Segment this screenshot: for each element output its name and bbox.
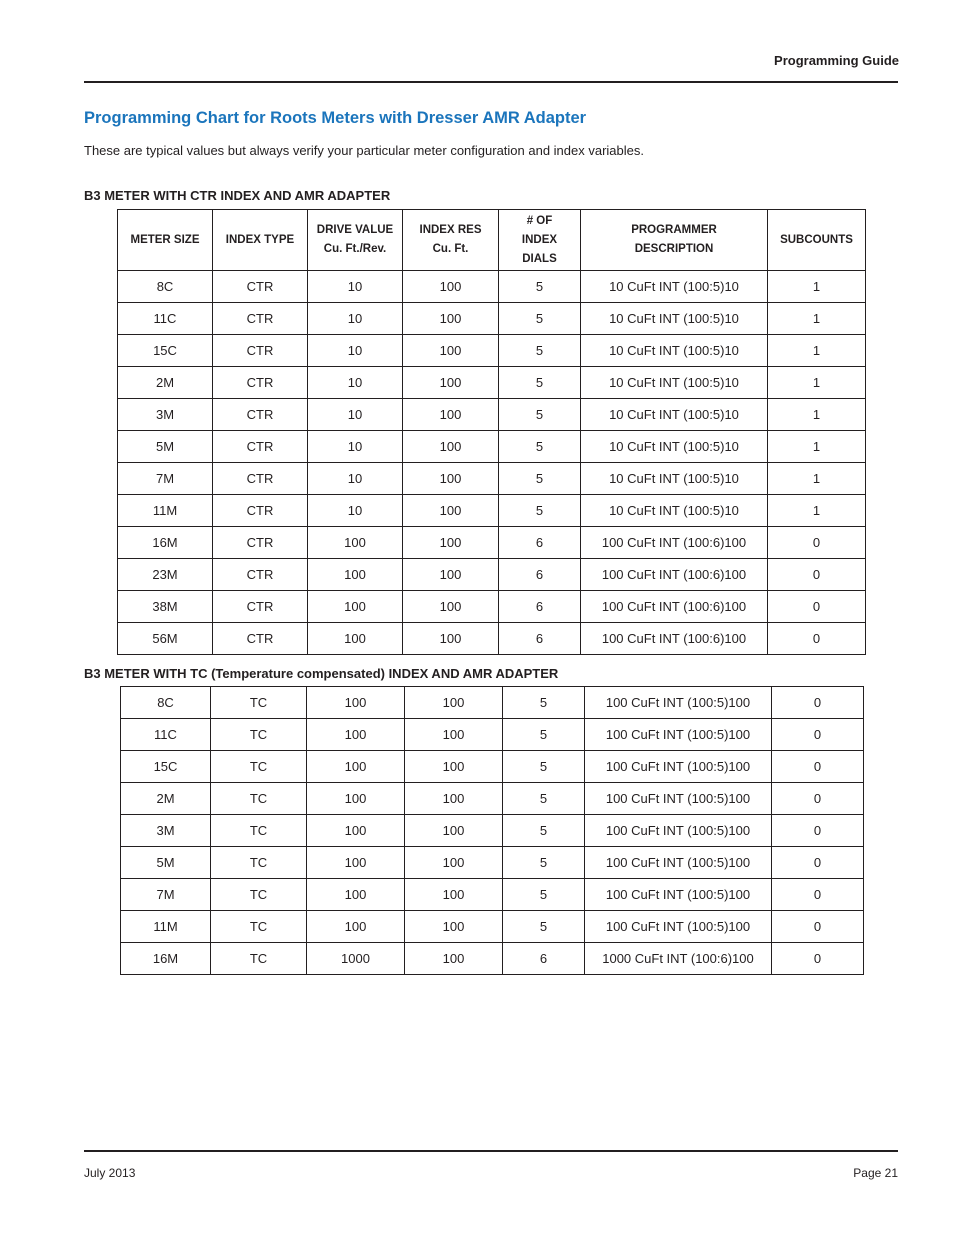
table-cell: 100 <box>405 751 503 783</box>
table-cell: 5 <box>503 751 585 783</box>
table-cell: 100 CuFt INT (100:6)100 <box>581 527 768 559</box>
table-cell: 100 <box>405 911 503 943</box>
table-cell: 3M <box>121 815 211 847</box>
column-header <box>768 210 866 271</box>
table-cell: TC <box>211 751 307 783</box>
table-row <box>118 495 866 527</box>
table-cell: TC <box>211 847 307 879</box>
table-row <box>121 719 864 751</box>
table-row <box>121 687 864 719</box>
table-cell: 100 <box>405 719 503 751</box>
table-cell: 10 <box>308 495 403 527</box>
table-cell: 11C <box>121 719 211 751</box>
table-cell: 100 CuFt INT (100:6)100 <box>581 623 768 655</box>
table-row <box>118 303 866 335</box>
table-cell: 5 <box>503 879 585 911</box>
table-cell: 8C <box>121 687 211 719</box>
table-cell: 100 <box>307 751 405 783</box>
table-cell: 15C <box>118 335 213 367</box>
table-cell: CTR <box>213 335 308 367</box>
table-row <box>121 815 864 847</box>
table-cell: TC <box>211 815 307 847</box>
table-cell: 6 <box>499 559 581 591</box>
table-cell: CTR <box>213 591 308 623</box>
section-heading-tc: B3 METER WITH TC (Temperature compensated) INDEX AND AMR ADAPTER <box>84 666 559 681</box>
table-cell: 6 <box>499 527 581 559</box>
table-cell: 5 <box>499 367 581 399</box>
table-cell: 5 <box>503 815 585 847</box>
column-header-line: METER SIZE <box>130 233 200 246</box>
table-cell: 1 <box>768 303 866 335</box>
table-cell: 100 <box>405 815 503 847</box>
table-cell: TC <box>211 943 307 975</box>
table-row <box>121 783 864 815</box>
table-cell: 23M <box>118 559 213 591</box>
table-cell: 1 <box>768 399 866 431</box>
running-header: Programming Guide <box>774 53 899 68</box>
table-cell: CTR <box>213 463 308 495</box>
table-cell: 5 <box>499 399 581 431</box>
table-cell: 10 CuFt INT (100:5)10 <box>581 271 768 303</box>
table-cell: 100 <box>308 623 403 655</box>
table-cell: TC <box>211 719 307 751</box>
table-cell: 10 CuFt INT (100:5)10 <box>581 367 768 399</box>
table-cell: 0 <box>772 751 864 783</box>
table-cell: 100 CuFt INT (100:5)100 <box>585 815 772 847</box>
table-cell: 5M <box>121 847 211 879</box>
table-cell: CTR <box>213 559 308 591</box>
column-header-line: DIALS <box>522 252 557 265</box>
table-cell: 3M <box>118 399 213 431</box>
column-header-line: INDEX <box>521 233 558 246</box>
table-cell: 10 <box>308 271 403 303</box>
table-cell: 0 <box>772 687 864 719</box>
table-cell: 100 <box>307 783 405 815</box>
table-cell: TC <box>211 783 307 815</box>
table-cell: 100 <box>403 527 499 559</box>
footer-rule <box>84 1150 898 1152</box>
table-cell: 0 <box>768 591 866 623</box>
column-header <box>118 210 213 271</box>
table-cell: 100 <box>403 559 499 591</box>
table-row <box>118 367 866 399</box>
intro-paragraph: These are typical values but always verify your particular meter configuration and index variables. <box>84 143 644 158</box>
table-cell: 10 CuFt INT (100:5)10 <box>581 463 768 495</box>
table-cell: CTR <box>213 527 308 559</box>
header-rule <box>84 81 898 83</box>
table-row <box>121 911 864 943</box>
table-cell: TC <box>211 911 307 943</box>
table-cell: 100 <box>403 271 499 303</box>
table-cell: 10 <box>308 463 403 495</box>
table-cell: 10 <box>308 303 403 335</box>
column-header-line: SUBCOUNTS <box>780 233 853 246</box>
table-cell: 5 <box>499 495 581 527</box>
table-row <box>121 879 864 911</box>
table-cell: 0 <box>768 527 866 559</box>
table-cell: 16M <box>121 943 211 975</box>
table-cell: CTR <box>213 303 308 335</box>
table-row <box>118 591 866 623</box>
table-cell: 100 <box>403 591 499 623</box>
table-cell: 1 <box>768 271 866 303</box>
table-cell: 100 <box>405 687 503 719</box>
column-header-line: INDEX TYPE <box>225 233 295 246</box>
table-cell: 6 <box>499 623 581 655</box>
table-cell: 0 <box>772 943 864 975</box>
table-cell: 5 <box>503 847 585 879</box>
table-row <box>121 847 864 879</box>
table-row <box>118 527 866 559</box>
table-cell: 100 <box>403 463 499 495</box>
table-cell: 1 <box>768 495 866 527</box>
table-cell: 10 <box>308 399 403 431</box>
column-header <box>581 210 768 271</box>
column-header-line: PROGRAMMER <box>631 224 717 236</box>
table-cell: 100 CuFt INT (100:6)100 <box>581 591 768 623</box>
table-row <box>118 399 866 431</box>
table-cell: 100 <box>307 719 405 751</box>
table-cell: 5 <box>499 303 581 335</box>
table-row <box>118 463 866 495</box>
table-cell: 5 <box>503 911 585 943</box>
table-cell: CTR <box>213 495 308 527</box>
table-cell: 6 <box>499 591 581 623</box>
table-cell: 10 CuFt INT (100:5)10 <box>581 303 768 335</box>
column-header <box>308 210 403 271</box>
table-cell: 5M <box>118 431 213 463</box>
table-cell: 100 <box>308 527 403 559</box>
table-cell: TC <box>211 879 307 911</box>
table-cell: 0 <box>772 879 864 911</box>
table-cell: 100 <box>307 847 405 879</box>
table-row <box>118 559 866 591</box>
table-cell: 1000 <box>307 943 405 975</box>
table-cell: 5 <box>503 783 585 815</box>
table-cell: 5 <box>503 719 585 751</box>
table-cell: 7M <box>121 879 211 911</box>
page-title: Programming Chart for Roots Meters with Dresser AMR Adapter <box>84 109 587 127</box>
table-cell: 10 <box>308 367 403 399</box>
column-header-line: INDEX RES <box>419 224 482 236</box>
table-cell: 100 <box>307 815 405 847</box>
table-header-row <box>118 210 866 271</box>
table-cell: 5 <box>499 335 581 367</box>
table-cell: 10 CuFt INT (100:5)10 <box>581 335 768 367</box>
table-cell: 1 <box>768 463 866 495</box>
column-header <box>499 210 581 271</box>
table-cell: TC <box>211 687 307 719</box>
table-cell: 10 <box>308 335 403 367</box>
table-cell: 5 <box>503 687 585 719</box>
column-header <box>213 210 308 271</box>
table-cell: 1 <box>768 335 866 367</box>
table-cell: 100 <box>405 879 503 911</box>
table-cell: 0 <box>772 911 864 943</box>
table-cell: 0 <box>772 783 864 815</box>
table-cell: 100 <box>405 943 503 975</box>
table-cell: CTR <box>213 623 308 655</box>
table-cell: 100 <box>403 367 499 399</box>
table-cell: 10 <box>308 431 403 463</box>
table-row <box>121 751 864 783</box>
table-cell: 100 <box>308 559 403 591</box>
table-row <box>118 271 866 303</box>
table-cell: 100 <box>403 335 499 367</box>
table-cell: 1 <box>768 367 866 399</box>
table-row <box>118 623 866 655</box>
table-cell: 1 <box>768 431 866 463</box>
table-cell: 100 CuFt INT (100:5)100 <box>585 879 772 911</box>
table-cell: 10 CuFt INT (100:5)10 <box>581 399 768 431</box>
table-cell: 100 <box>405 783 503 815</box>
table-row <box>118 431 866 463</box>
column-header-line: DRIVE VALUE <box>316 224 394 236</box>
table-cell: 100 <box>307 911 405 943</box>
table-cell: 100 CuFt INT (100:5)100 <box>585 783 772 815</box>
table-cell: 0 <box>768 623 866 655</box>
table-cell: 10 CuFt INT (100:5)10 <box>581 431 768 463</box>
table-row <box>118 335 866 367</box>
table-cell: 100 CuFt INT (100:5)100 <box>585 847 772 879</box>
table-cell: 10 CuFt INT (100:5)10 <box>581 495 768 527</box>
ctr-table <box>117 209 866 655</box>
table-cell: CTR <box>213 399 308 431</box>
table-cell: 2M <box>118 367 213 399</box>
column-header-line: Cu. Ft. <box>432 243 469 255</box>
table-cell: 100 <box>403 399 499 431</box>
table-cell: 100 CuFt INT (100:5)100 <box>585 751 772 783</box>
table-cell: 0 <box>772 847 864 879</box>
column-header <box>403 210 499 271</box>
table-cell: 6 <box>503 943 585 975</box>
table-cell: 100 <box>403 495 499 527</box>
table-cell: 7M <box>118 463 213 495</box>
table-cell: 0 <box>772 719 864 751</box>
table-cell: 100 CuFt INT (100:5)100 <box>585 687 772 719</box>
section-heading-ctr: B3 METER WITH CTR INDEX AND AMR ADAPTER <box>84 188 391 203</box>
table-cell: 1000 CuFt INT (100:6)100 <box>585 943 772 975</box>
table-cell: 0 <box>772 815 864 847</box>
table-cell: 100 CuFt INT (100:5)100 <box>585 911 772 943</box>
table-row <box>121 943 864 975</box>
table-cell: 5 <box>499 463 581 495</box>
table-cell: 2M <box>121 783 211 815</box>
page-number: Page 21 <box>853 1166 898 1180</box>
table-cell: 16M <box>118 527 213 559</box>
table-cell: 100 <box>307 687 405 719</box>
column-header-line: # OF <box>526 214 553 227</box>
table-cell: 11M <box>118 495 213 527</box>
table-cell: 100 <box>308 591 403 623</box>
table-cell: 0 <box>768 559 866 591</box>
table-cell: 15C <box>121 751 211 783</box>
table-cell: 100 <box>403 303 499 335</box>
table-cell: 5 <box>499 431 581 463</box>
table-cell: 11C <box>118 303 213 335</box>
table-cell: 100 <box>403 623 499 655</box>
table-cell: 56M <box>118 623 213 655</box>
table-cell: 5 <box>499 271 581 303</box>
table-cell: 100 CuFt INT (100:6)100 <box>581 559 768 591</box>
table-cell: CTR <box>213 431 308 463</box>
table-cell: 11M <box>121 911 211 943</box>
table-cell: CTR <box>213 271 308 303</box>
table-cell: 8C <box>118 271 213 303</box>
table-cell: CTR <box>213 367 308 399</box>
table-cell: 100 CuFt INT (100:5)100 <box>585 719 772 751</box>
table-cell: 38M <box>118 591 213 623</box>
table-cell: 100 <box>403 431 499 463</box>
table-cell: 100 <box>307 879 405 911</box>
table-cell: 100 <box>405 847 503 879</box>
column-header-line: Cu. Ft./Rev. <box>323 243 387 255</box>
tc-table <box>120 686 864 975</box>
column-header-line: DESCRIPTION <box>634 243 714 255</box>
footer-date: July 2013 <box>84 1166 136 1180</box>
